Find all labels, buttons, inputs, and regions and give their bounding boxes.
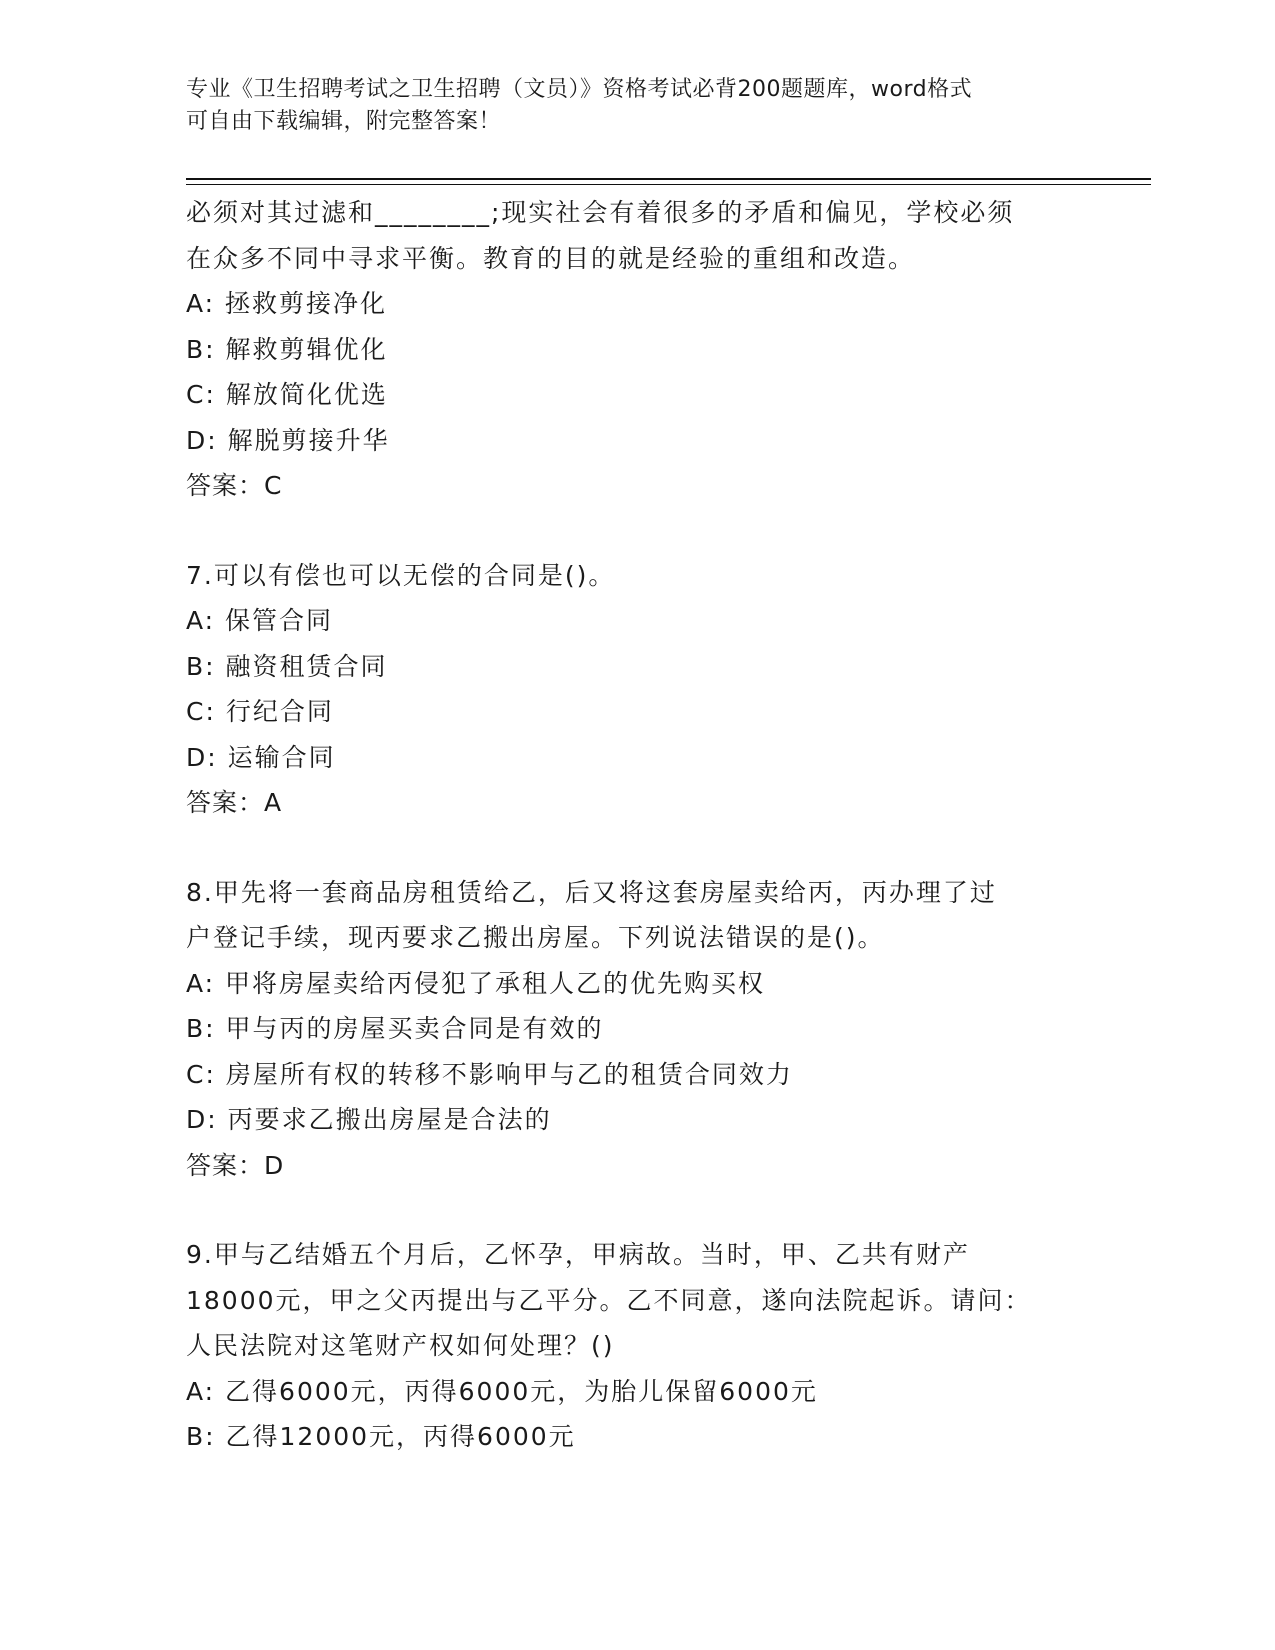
option-d: D: 丙要求乙搬出房屋是合法的 <box>186 1105 552 1134</box>
option-c: C: 行纪合同 <box>186 697 334 726</box>
header-divider-thin <box>186 184 1151 185</box>
option-a: A: 保管合同 <box>186 606 334 635</box>
answer-label: 答案：A <box>186 788 283 817</box>
question-spacer <box>186 509 1086 553</box>
option-a: A: 拯救剪接净化 <box>186 289 388 318</box>
question-text-line: 必须对其过滤和________;现实社会有着很多的矛盾和偏见，学校必须 <box>186 198 1015 227</box>
question-text-line: 户登记手续，现丙要求乙搬出房屋。下列说法错误的是()。 <box>186 923 885 952</box>
document-header <box>186 74 1066 138</box>
question-8 <box>186 870 1086 1189</box>
question-text-line: 在众多不同中寻求平衡。教育的目的就是经验的重组和改造。 <box>186 243 916 273</box>
header-title-line-2: 可自由下载编辑，附完整答案！ <box>186 109 502 134</box>
question-text-line: 18000元，甲之父丙提出与乙平分。乙不同意，遂向法院起诉。请问： <box>186 1285 1032 1315</box>
question-list <box>186 190 1086 1460</box>
question-spacer <box>186 1188 1086 1232</box>
question-7 <box>186 553 1086 826</box>
option-b: B: 乙得12000元，丙得6000元 <box>186 1422 576 1451</box>
option-d: D: 解脱剪接升华 <box>186 425 390 455</box>
answer-label: 答案：C <box>186 471 283 500</box>
question-text-line: 7.可以有偿也可以无偿的合同是()。 <box>186 560 616 590</box>
option-b: B: 甲与丙的房屋买卖合同是有效的 <box>186 1014 604 1043</box>
question-text-line: 8.甲先将一套商品房租赁给乙，后又将这套房屋卖给丙，丙办理了过 <box>186 877 997 907</box>
header-divider-thick <box>186 178 1151 180</box>
question-fragment <box>186 190 1086 509</box>
question-9 <box>186 1232 1086 1460</box>
question-text-line: 人民法院对这笔财产权如何处理？() <box>186 1331 615 1360</box>
option-a: A: 乙得6000元，丙得6000元，为胎儿保留6000元 <box>186 1376 818 1406</box>
option-c: C: 房屋所有权的转移不影响甲与乙的租赁合同效力 <box>186 1059 793 1089</box>
answer-label: 答案：D <box>186 1150 285 1180</box>
option-b: B: 解救剪辑优化 <box>186 334 388 364</box>
header-title-line-1: 专业《卫生招聘考试之卫生招聘（文员）》资格考试必背200题题库，word格式 <box>186 77 973 102</box>
option-c: C: 解放简化优选 <box>186 380 388 409</box>
option-d: D: 运输合同 <box>186 742 336 772</box>
option-b: B: 融资租赁合同 <box>186 651 388 681</box>
question-spacer <box>186 826 1086 870</box>
question-text-line: 9.甲与乙结婚五个月后，乙怀孕，甲病故。当时，甲、乙共有财产 <box>186 1240 970 1269</box>
option-a: A: 甲将房屋卖给丙侵犯了承租人乙的优先购买权 <box>186 968 766 998</box>
